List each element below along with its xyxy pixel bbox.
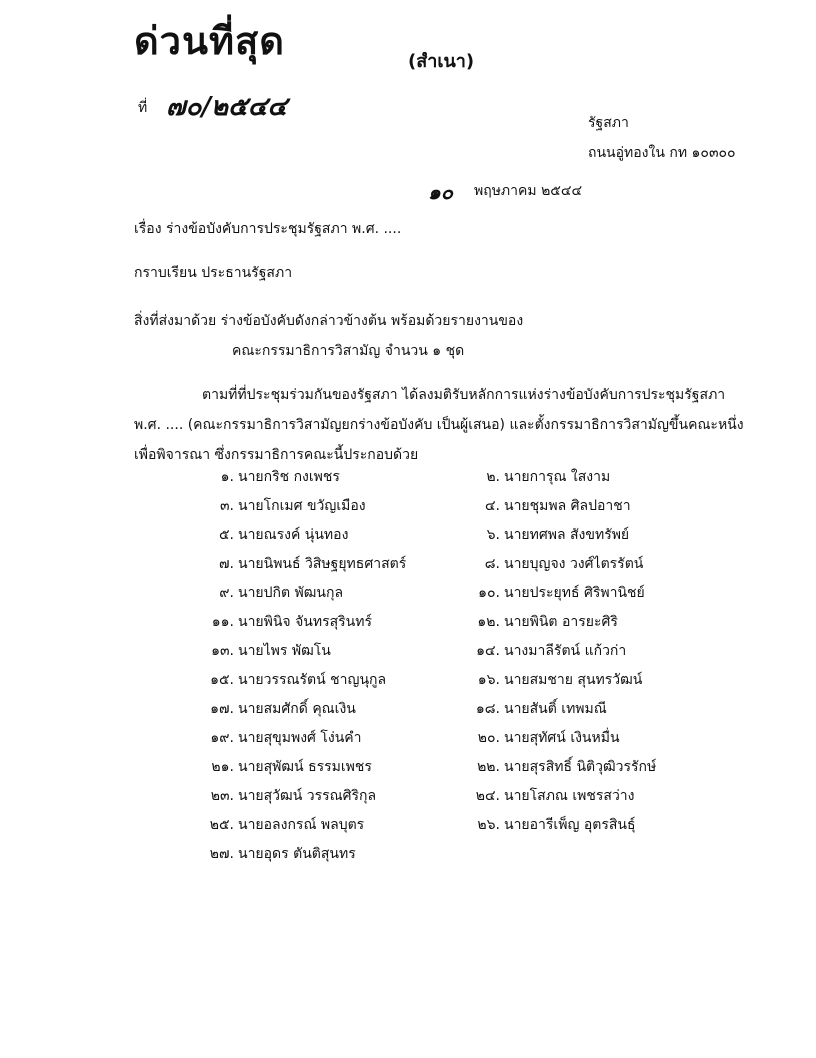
- member-name: นายไพร พัฒโน: [238, 643, 331, 659]
- member-item: [468, 553, 643, 575]
- member-number: ๒๒.: [477, 759, 500, 775]
- member-number: ๑๙.: [210, 730, 234, 746]
- member-name: นายสุขุมพงศ์ โง่นคำ: [238, 730, 362, 746]
- salutation-line: กราบเรียน ประธานรัฐสภา: [134, 265, 293, 281]
- member-number: ๒๑.: [211, 759, 234, 775]
- member-item: [196, 495, 366, 517]
- member-number: ๙.: [219, 585, 234, 601]
- member-name: นายประยุทธ์ ศิริพานิชย์: [504, 585, 645, 601]
- member-name: นายโสภณ เพชรสว่าง: [504, 788, 635, 804]
- member-item: [196, 611, 372, 633]
- member-item: [468, 727, 620, 749]
- date-day: ๑๐: [428, 180, 453, 204]
- member-name: นายสุทัศน์ เงินหมื่น: [504, 730, 620, 746]
- member-name: นายสมศักดิ์ คุณเงิน: [238, 701, 356, 717]
- member-name: นายสันติ์ เทพมณี: [504, 701, 607, 717]
- member-number: ๓.: [219, 498, 234, 514]
- member-item: [468, 698, 607, 720]
- member-item: [468, 524, 629, 546]
- member-item: [468, 756, 656, 778]
- member-number: ๒๕.: [209, 817, 234, 833]
- member-number: ๑.: [220, 469, 234, 485]
- office-block: [588, 108, 736, 168]
- enclosure-line-2: คณะกรรมาธิการวิสามัญ จำนวน ๑ ชุด: [232, 343, 465, 359]
- member-name: นายกริช กงเพชร: [238, 469, 340, 485]
- member-name: นายสุพัฒน์ ธรรมเพชร: [238, 759, 372, 775]
- member-item: [468, 669, 642, 691]
- member-number: ๑๗.: [210, 701, 234, 717]
- member-name: นายสุรสิทธิ์ นิติวุฒิวรรักษ์: [504, 759, 657, 775]
- member-name: นายวรรณรัตน์ ชาญนุกูล: [238, 672, 387, 688]
- member-number: ๒๐.: [477, 730, 500, 746]
- copy-mark: (สำเนา): [408, 51, 475, 72]
- member-name: นายสมชาย สุนทรวัฒน์: [504, 672, 643, 688]
- member-name: นายโกเมศ ขวัญเมือง: [238, 498, 366, 514]
- body-line-2: พ.ศ. .... (คณะกรรมาธิการวิสามัญยกร่างข้อบังคับ เป็นผู้เสนอ) และตั้งกรรมาธิการวิสามัญขึ้นคณะหนึ่ง: [134, 417, 744, 433]
- member-item: [468, 466, 610, 488]
- member-number: ๘.: [484, 556, 500, 572]
- doc-number-label: ที่: [138, 100, 148, 116]
- member-item: [196, 669, 386, 691]
- member-name: นายอารีเพ็ญ อุตรสินธุ์: [504, 817, 636, 833]
- member-name: นายปกิต พัฒนกุล: [238, 585, 344, 601]
- office-address: ถนนอู่ทองใน กท ๑๐๓๐๐: [588, 145, 736, 161]
- enclosure-line-1: สิ่งที่ส่งมาด้วย ร่างข้อบังคับดังกล่าวข้างต้น พร้อมด้วยรายงานของ: [134, 313, 524, 329]
- member-name: นายพินิจ จันทรสุรินทร์: [238, 614, 372, 630]
- office-name: รัฐสภา: [588, 115, 629, 131]
- member-name: นายทศพล สังขทรัพย์: [504, 527, 630, 543]
- member-number: ๔.: [484, 498, 500, 514]
- doc-number-value: ๗๐/๒๕๔๔: [166, 92, 288, 122]
- member-item: [468, 582, 645, 604]
- member-item: [196, 582, 343, 604]
- member-number: ๑๖.: [477, 672, 500, 688]
- member-name: นายชุมพล ศิลปอาชา: [504, 498, 631, 514]
- member-number: ๑๑.: [211, 614, 234, 630]
- member-number: ๕.: [218, 527, 234, 543]
- member-item: [468, 611, 618, 633]
- member-name: นายอลงกรณ์ พลบุตร: [238, 817, 365, 833]
- member-item: [196, 727, 362, 749]
- member-number: ๒๔.: [475, 788, 500, 804]
- date-month-year: พฤษภาคม ๒๕๔๔: [474, 183, 583, 199]
- member-number: ๒๗.: [209, 846, 234, 862]
- member-name: นางมาลีรัตน์ แก้วก่า: [504, 643, 627, 659]
- member-item: [196, 640, 331, 662]
- body-line-1: ตามที่ที่ประชุมร่วมกันของรัฐสภา ได้ลงมติรับหลักการแห่งร่างข้อบังคับการประชุมรัฐสภา: [202, 387, 726, 403]
- member-item: [196, 785, 376, 807]
- member-name: นายบุญจง วงศ์ไตรรัตน์: [504, 556, 644, 572]
- member-item: [468, 640, 626, 662]
- member-number: ๑๓.: [211, 643, 234, 659]
- member-name: นายพินิต อารยะศิริ: [504, 614, 618, 630]
- member-item: [196, 756, 372, 778]
- member-item: [196, 814, 364, 836]
- member-name: นายการุณ ใสงาม: [504, 469, 611, 485]
- member-number: ๑๐.: [478, 585, 500, 601]
- member-item: [196, 843, 356, 865]
- member-name: นายสุวัฒน์ วรรณศิริกุล: [238, 788, 377, 804]
- member-number: ๑๕.: [210, 672, 234, 688]
- urgency-stamp: ด่วนที่สุด: [134, 19, 285, 63]
- member-item: [468, 495, 631, 517]
- member-number: ๒๖.: [477, 817, 500, 833]
- member-item: [468, 814, 636, 836]
- member-number: ๖.: [486, 527, 500, 543]
- member-number: ๑๔.: [476, 643, 500, 659]
- body-line-3: เพื่อพิจารณา ซึ่งกรรมาธิการคณะนี้ประกอบด้วย: [134, 447, 419, 463]
- member-item: [196, 553, 406, 575]
- member-number: ๑๒.: [477, 614, 500, 630]
- member-name: นายอุดร ตันติสุนทร: [238, 846, 356, 862]
- member-number: ๒.: [486, 469, 500, 485]
- member-item: [196, 698, 356, 720]
- member-name: นายนิพนธ์ วิสิษฐยุทธศาสตร์: [238, 556, 407, 572]
- member-number: ๒๓.: [210, 788, 234, 804]
- member-number: ๗.: [219, 556, 234, 572]
- member-number: ๑๘.: [475, 701, 500, 717]
- body-paragraph: [134, 380, 754, 470]
- member-item: [468, 785, 635, 807]
- member-item: [196, 524, 348, 546]
- member-item: [196, 466, 340, 488]
- member-name: นายณรงค์ นุ่นทอง: [238, 527, 349, 543]
- subject-line: เรื่อง ร่างข้อบังคับการประชุมรัฐสภา พ.ศ. ....: [134, 221, 402, 237]
